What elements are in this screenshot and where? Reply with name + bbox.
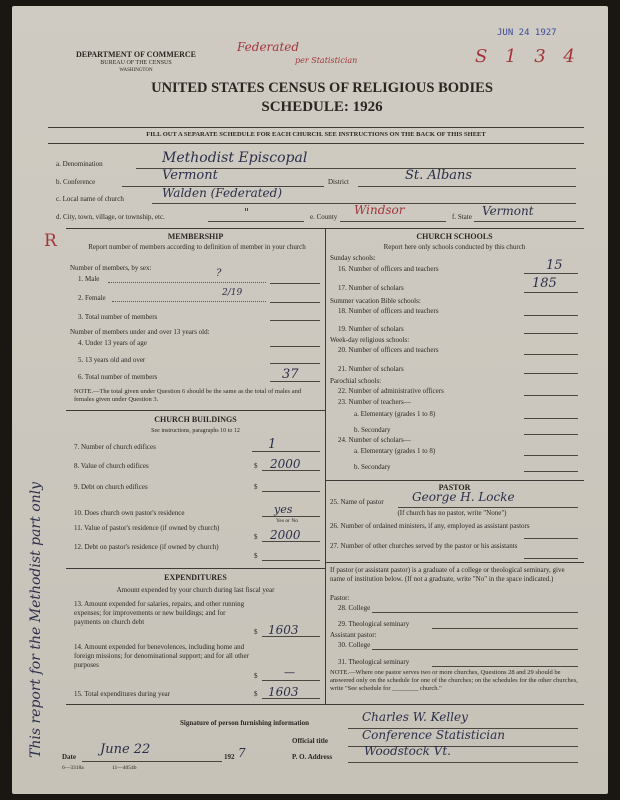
date-value[interactable]: June 22 [100,742,151,757]
address-label: P. O. Address [292,753,333,761]
pastor-sub-label: Pastor: [330,594,350,602]
q24-label: 24. Number of scholars— [338,436,411,444]
q3-label: 3. Total number of members [78,313,158,321]
bureau-name: BUREAU OF THE CENSUS [100,60,172,66]
conference-value[interactable]: Vermont [162,168,218,183]
q9-label: 9. Debt on church edifices [74,483,148,491]
yes-no-hint: Yes or No [276,518,299,524]
pastor-note: NOTE.—Where one pastor serves two or more churches, Questions 28 and 29 should be answered only on the schedule for one of the churches; on the schedules for the other churches, write "See schedule for ________ church." [330,669,578,692]
per-statistician-note: per Statistician [295,56,358,65]
federated-note: Federated [237,40,300,54]
form-code-2: 11—4054b [112,765,137,771]
district-value[interactable]: St. Albans [405,168,473,183]
form-instruction: FILL OUT A SEPARATE SCHEDULE FOR EACH CHURCH. SEE INSTRUCTIONS ON THE BACK OF THIS SHEET [146,131,486,138]
q14-dollar: $ [254,672,258,680]
county-label: e. County [310,213,338,221]
q26-label: 26. Number of ordained ministers, if any, employed as assistant pastors [330,522,530,530]
dept-name: DEPARTMENT OF COMMERCE [75,50,196,59]
official-title-label: Official title [292,737,328,745]
q12-dollar: $ [254,552,258,560]
q8-value[interactable]: 2000 [270,457,301,471]
district-label: District [328,178,349,186]
margin-red-letter: R [44,231,57,251]
q13-value[interactable]: 1603 [268,623,299,637]
q7-value[interactable]: 1 [268,437,277,452]
sex-note-bottom: 2/19 [222,288,243,298]
q18-label: 18. Number of officers and teachers [338,307,439,315]
signature-label: Signature of person furnishing information [180,719,309,727]
q11-dollar: $ [254,533,258,541]
schedule-number: S 1 3 4 [475,46,581,67]
q19-label: 19. Number of scholars [338,325,404,333]
sex-note-top: ? [216,268,222,279]
q16-value[interactable]: 15 [546,258,563,273]
city-value[interactable]: " [244,206,250,219]
q23b-label: b. Secondary [354,426,391,434]
local-name-label: c. Local name of church [56,195,124,203]
q5-label: 5. 13 years old and over [78,356,146,364]
q29-label: 29. Theological seminary [338,620,410,628]
membership-heading: MEMBERSHIP [167,232,224,241]
expenditures-heading: EXPENDITURES [164,573,227,582]
form-title: UNITED STATES CENSUS OF RELIGIOUS BODIES [151,80,493,96]
denomination-label: a. Denomination [56,160,103,168]
sunday-schools-label: Sunday schools: [330,254,376,262]
q8-label: 8. Value of church edifices [74,462,149,470]
q23a-label: a. Elementary (grades 1 to 8) [354,410,436,418]
buildings-sub: See instructions, paragraphs 10 to 12 [151,428,240,434]
assistant-sub-label: Assistant pastor: [330,631,377,639]
bureau-city: WASHINGTON [119,68,153,73]
q30-label: 30. College [338,641,371,649]
denomination-value[interactable]: Methodist Episcopal [162,150,308,166]
q6-value[interactable]: 37 [282,367,299,382]
expenditures-sub: Amount expended by your church during last fiscal year [116,586,275,594]
q21-label: 21. Number of scholars [338,365,404,373]
q31-label: 31. Theological seminary [338,658,410,666]
q22-label: 22. Number of administrative officers [338,387,444,395]
q23-label: 23. Number of teachers— [338,398,411,406]
q28-label: 28. College [338,604,371,612]
q4-label: 4. Under 13 years of age [78,339,147,347]
schools-heading: CHURCH SCHOOLS [416,232,493,241]
parochial-schools-label: Parochial schools: [330,377,382,385]
q16-label: 16. Number of officers and teachers [338,265,439,273]
q14-label: 14. Amount expended for benevolences, including home and foreign missions; for denominational support; and for all other purposes [74,643,249,669]
state-label: f. State [452,213,472,221]
form-code: 6—3318a [62,765,84,771]
q24a-label: a. Elementary (grades 1 to 8) [354,447,436,455]
schools-sub: Report here only schools conducted by this church [383,243,526,251]
q12-label: 12. Debt on pastor's residence (if owned by church) [74,543,219,551]
summer-schools-label: Summer vacation Bible schools: [330,297,421,305]
q7-label: 7. Number of church edifices [74,443,156,451]
q11-value[interactable]: 2000 [270,528,301,542]
weekday-schools-label: Week-day religious schools: [330,336,410,344]
membership-note: NOTE.—The total given under Question 6 should be the same as the total of males and females given under Question 3. [74,388,302,403]
buildings-heading: CHURCH BUILDINGS [154,415,237,424]
membership-intro: Report number of members according to definition of member in your church [88,243,306,251]
q14-value[interactable]: — [284,666,295,679]
q24b-label: b. Secondary [354,463,391,471]
year-value[interactable]: 7 [238,746,246,760]
q2-label: 2. Female [78,294,106,302]
q6-label: 6. Total number of members [78,373,158,381]
q15-label: 15. Total expenditures during year [74,690,170,698]
membership-by-sex: Number of members, by sex: [70,264,152,272]
signature-value[interactable]: Charles W. Kelley [362,710,468,724]
membership-by-age: Number of members under and over 13 years old: [70,328,210,336]
q17-value[interactable]: 185 [532,276,557,291]
county-value[interactable]: Windsor [354,203,405,217]
local-name-value[interactable]: Walden (Federated) [162,186,283,200]
q20-label: 20. Number of officers and teachers [338,346,439,354]
received-stamp: JUN 24 1927 [497,28,557,38]
q9-dollar: $ [254,483,258,491]
form-subtitle: SCHEDULE: 1926 [261,99,383,115]
official-title-value[interactable]: Conference Statistician [362,728,505,742]
q13-label: 13. Amount expended for salaries, repairs, and other running expenses; for improvements or new buildings; and for payments on church debt [74,600,245,626]
q10-label: 10. Does church own pastor's residence [74,509,185,517]
q25-value[interactable]: George H. Locke [412,490,515,504]
date-label: Date [62,753,76,761]
q10-value[interactable]: yes [274,503,293,516]
q13-dollar: $ [254,628,258,636]
q27-label: 27. Number of other churches served by the pastor or his assistants [330,542,518,550]
q11-label: 11. Value of pastor's residence (if owned by church) [74,524,220,532]
conference-label: b. Conference [56,178,96,186]
year-prefix: 192 [224,753,235,761]
state-value[interactable]: Vermont [482,204,534,218]
q1-label: 1. Male [78,275,100,283]
graduate-note: If pastor (or assistant pastor) is a graduate of a college or theological seminary, give name of institution below. (If not a graduate, write "No" in the space indicated.) [330,566,565,583]
q25-label: 25. Name of pastor [330,498,384,506]
city-label: d. City, town, village, or township, etc. [56,213,165,221]
q8-dollar: $ [254,462,258,470]
census-schedule-paper [12,6,608,794]
margin-side-note: This report for the Methodist part only [28,481,44,758]
q17-label: 17. Number of scholars [338,284,404,292]
q25-note: (If church has no pastor, write "None") [397,509,507,517]
q15-dollar: $ [254,690,258,698]
q15-value[interactable]: 1603 [268,685,299,699]
address-value[interactable]: Woodstock Vt. [364,744,451,758]
pastor-heading: PASTOR [438,483,471,492]
